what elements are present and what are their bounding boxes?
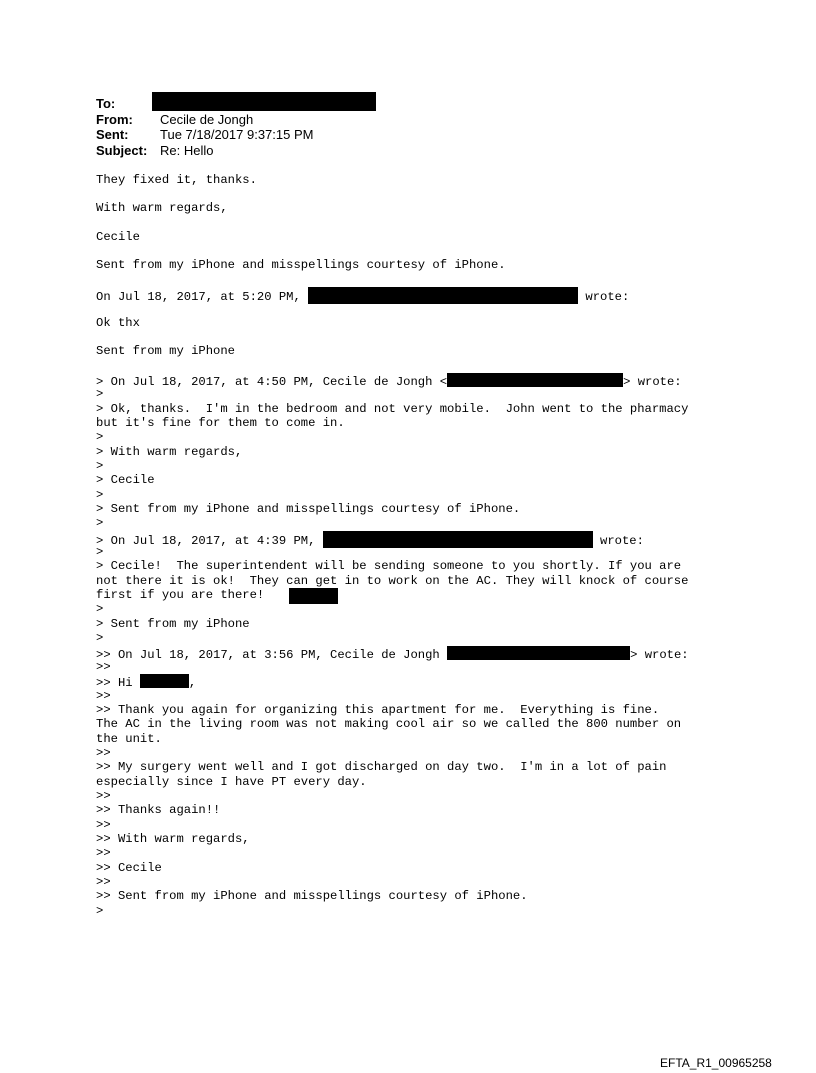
body-line: With warm regards,: [96, 201, 228, 215]
subject-value: Re: Hello: [160, 143, 214, 158]
quote-line: [96, 373, 682, 389]
quote-line: > Cecile: [96, 473, 155, 487]
greeting-text: >> Hi: [96, 676, 140, 690]
quote-text: first if you are there!: [96, 588, 265, 602]
quote-line: >> Cecile: [96, 861, 162, 875]
to-redaction: [152, 92, 376, 111]
reply-intro-wrote: wrote:: [578, 290, 630, 304]
quote-line: but it's fine for them to come in.: [96, 416, 345, 430]
quote-line: > With warm regards,: [96, 445, 243, 459]
bates-number: EFTA_R1_00965258: [660, 1056, 772, 1070]
quote-intro-text: >> On Jul 18, 2017, at 3:56 PM, Cecile de Jongh: [96, 648, 448, 662]
subject-label: Subject:: [96, 143, 148, 158]
sent-value: Tue 7/18/2017 9:37:15 PM: [160, 127, 314, 142]
quote-line: >>: [96, 746, 111, 760]
quote-line: >: [96, 545, 104, 559]
quote-line: > Sent from my iPhone: [96, 617, 250, 631]
quote-line: >>: [96, 875, 111, 889]
quote-line: >>: [96, 789, 111, 803]
body-line: Sent from my iPhone and misspellings courtesy of iPhone.: [96, 258, 506, 272]
quote-intro-wrote: wrote:: [592, 534, 644, 548]
quote-line: especially since I have PT every day.: [96, 775, 367, 789]
body-line: Cecile: [96, 230, 140, 244]
quote-line: >: [96, 459, 104, 473]
body-line: Sent from my iPhone: [96, 344, 235, 358]
quote-line: >>: [96, 689, 111, 703]
body-line: [96, 287, 629, 304]
quote-line: > Sent from my iPhone and misspellings courtesy of iPhone.: [96, 502, 521, 516]
quote-line: [96, 531, 644, 548]
quote-line: >: [96, 516, 104, 530]
email-redaction: [447, 646, 630, 660]
quote-line: >: [96, 387, 104, 401]
to-label: To:: [96, 96, 116, 111]
sent-label: Sent:: [96, 127, 129, 142]
quote-line: > Cecile! The superintendent will be sending someone to you shortly. If you are: [96, 559, 682, 573]
quote-line: >: [96, 430, 104, 444]
quote-line: the unit.: [96, 732, 162, 746]
quote-line: >: [96, 602, 104, 616]
sender-redaction: [323, 531, 593, 548]
quote-line: >> Thanks again!!: [96, 803, 221, 817]
quote-intro-wrote: > wrote:: [623, 375, 682, 389]
reply-intro-text: On Jul 18, 2017, at 5:20 PM,: [96, 290, 309, 304]
quote-line: >: [96, 488, 104, 502]
body-line: They fixed it, thanks.: [96, 173, 257, 187]
name-redaction: [289, 588, 338, 604]
quote-line: >>: [96, 846, 111, 860]
quote-line: >>: [96, 818, 111, 832]
quote-line: >> Sent from my iPhone and misspellings courtesy of iPhone.: [96, 889, 528, 903]
quote-line: [96, 674, 196, 690]
quote-line: The AC in the living room was not making cool air so we called the 800 number on: [96, 717, 682, 731]
quote-intro-wrote: > wrote:: [630, 648, 689, 662]
quote-line: >: [96, 904, 104, 918]
quote-intro-text: > On Jul 18, 2017, at 4:39 PM,: [96, 534, 323, 548]
quote-line: [96, 588, 338, 604]
quote-line: >>: [96, 660, 111, 674]
quote-line: >: [96, 631, 104, 645]
quote-line: not there it is ok! They can get in to work on the AC. They will knock of course: [96, 574, 689, 588]
quote-line: >> With warm regards,: [96, 832, 250, 846]
quote-line: >> My surgery went well and I got discharged on day two. I'm in a lot of pain: [96, 760, 667, 774]
quote-line: >> Thank you again for organizing this apartment for me. Everything is fine.: [96, 703, 660, 717]
body-line: Ok thx: [96, 316, 140, 330]
quote-intro-text: > On Jul 18, 2017, at 4:50 PM, Cecile de Jongh <: [96, 375, 448, 389]
sender-redaction: [308, 287, 578, 304]
from-value: Cecile de Jongh: [160, 112, 254, 127]
quote-line: > Ok, thanks. I'm in the bedroom and not very mobile. John went to the pharmacy: [96, 402, 689, 416]
email-redaction: [447, 373, 623, 387]
from-label: From:: [96, 112, 133, 127]
greeting-comma: ,: [188, 676, 197, 690]
quote-line: [96, 646, 689, 662]
name-redaction: [140, 674, 189, 688]
